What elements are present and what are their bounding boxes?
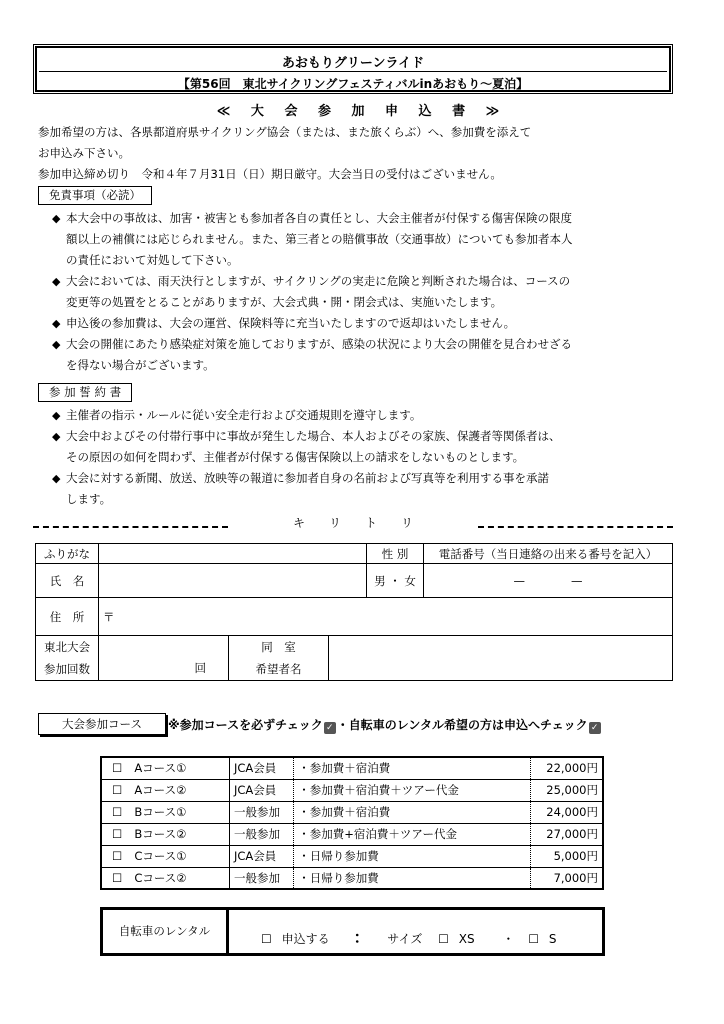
course-price: 24,000円: [531, 801, 603, 823]
course-name: [101, 823, 230, 845]
course-name: [101, 845, 230, 867]
rental-apply-checkbox[interactable]: ☐: [261, 932, 272, 946]
rental-label: 自転車のレンタル: [103, 910, 229, 953]
size-s-label: S: [548, 932, 557, 946]
disclaimer-item: ◆ 本大会中の事故は、加害・被害とも参加者各自の責任とし、大会主催者が付保する傷害保険の限度 額以上の補償には応じられません。また、第三者との賠償事故（交通事故）についても参加者本人 の責任において対処して下さい。: [52, 208, 674, 271]
course-price: 27,000円: [531, 823, 603, 845]
course-name-label: Cコース②: [134, 870, 187, 885]
course-price: 7,000円: [531, 867, 603, 889]
course-description: ・日帰り参加費: [294, 845, 531, 867]
name-field[interactable]: [99, 564, 367, 598]
disclaimer-item: ◆ 申込後の参加費は、大会の運営、保険料等に充当いたしますので返却はいたしません。: [52, 313, 674, 334]
course-name: [101, 779, 230, 801]
size-separator: ・: [502, 932, 515, 946]
header-divider: [39, 71, 667, 72]
phone-label: 電話番号（当日連絡の出来る番号を記入）: [424, 544, 673, 564]
count-unit: 回: [194, 661, 206, 675]
disclaimer-heading: 免責事項（必読）: [38, 186, 152, 205]
check-icon: ✓: [589, 722, 601, 734]
course-row[interactable]: [101, 845, 603, 867]
address-field[interactable]: [99, 598, 673, 636]
course-checkbox[interactable]: ☐: [112, 783, 123, 797]
course-name-label: Bコース②: [134, 827, 187, 841]
course-heading: 大会参加コース: [38, 713, 166, 735]
deadline-line: 参加申込締め切り 令和４年７月31日（日）期日厳守。大会当日の受付はございません。: [38, 167, 502, 181]
rental-colon: ：: [353, 928, 370, 947]
course-price: 25,000円: [531, 779, 603, 801]
course-member-type: JCA会員: [230, 757, 294, 779]
phone-field[interactable]: — —: [424, 564, 673, 598]
course-checkbox[interactable]: ☐: [112, 849, 123, 863]
course-price: 22,000円: [531, 757, 603, 779]
course-member-type: 一般参加: [230, 801, 294, 823]
rental-size-label: サイズ: [387, 932, 423, 946]
course-member-type: 一般参加: [230, 823, 294, 845]
course-row[interactable]: [101, 801, 603, 823]
intro-line: 参加希望の方は、各県都道府県サイクリング協会（または、また旅くらぶ）へ、参加費を添えて: [38, 125, 532, 139]
disclaimer-item: ◆ 大会の開催にあたり感染症対策を施しておりますが、感染の状況により大会の開催を見合わせざる を得ない場合がございます。: [52, 334, 674, 376]
event-title: あおもりグリーンライド: [281, 56, 425, 71]
intro-text: [38, 122, 678, 185]
oath-item: ◆ 大会に対する新聞、放送、放映等の報道に参加者自身の名前および写真等を利用する事を承諾 します。: [52, 468, 674, 510]
oath-list: [52, 405, 674, 510]
gender-options[interactable]: 男 ・ 女: [367, 564, 424, 598]
size-xs-checkbox[interactable]: ☐: [438, 932, 449, 946]
course-name: [101, 757, 230, 779]
cut-line-right: [478, 526, 673, 528]
course-member-type: JCA会員: [230, 779, 294, 801]
course-checkbox[interactable]: ☐: [112, 805, 123, 819]
entry-form: [35, 543, 673, 681]
roommate-label: 同 室 希望者名: [229, 636, 329, 681]
intro-line: お申込み下さい。: [38, 146, 130, 160]
course-row[interactable]: [101, 823, 603, 845]
furigana-field[interactable]: [99, 544, 367, 564]
course-row[interactable]: [101, 867, 603, 889]
postal-mark: 〒: [103, 609, 115, 624]
course-note: ※参加コースを必ずチェック ✓ ・自転車のレンタル希望の方は申込へチェック ✓: [168, 716, 602, 734]
check-icon: ✓: [324, 722, 336, 734]
course-checkbox[interactable]: ☐: [112, 761, 123, 776]
course-member-type: 一般参加: [230, 867, 294, 889]
oath-heading: 参 加 誓 約 書: [38, 383, 132, 402]
event-subtitle: 【第56回 東北サイクリングフェスティバルinあおもり～夏泊】: [177, 77, 529, 91]
course-name-label: Cコース①: [134, 849, 187, 863]
course-row[interactable]: [101, 757, 603, 779]
course-row[interactable]: [101, 779, 603, 801]
course-name-label: Bコース①: [134, 805, 187, 819]
course-description: ・参加費＋宿泊費: [294, 757, 531, 779]
size-s-checkbox[interactable]: ☐: [528, 932, 540, 946]
count-field[interactable]: [99, 636, 229, 681]
gender-label: 性 別: [367, 544, 424, 564]
course-table: [100, 756, 604, 890]
rental-apply-label: 申込する: [281, 932, 330, 946]
course-checkbox[interactable]: ☐: [112, 870, 123, 885]
course-name-label: Aコース①: [134, 761, 187, 776]
name-label: 氏 名: [36, 564, 99, 598]
form-title: ≪ 大 会 参 加 申 込 書 ≫: [216, 104, 508, 119]
size-xs-label: XS: [458, 932, 475, 946]
course-description: ・参加費＋宿泊費: [294, 801, 531, 823]
course-member-type: JCA会員: [230, 845, 294, 867]
course-description: ・参加費+宿泊費＋ツアー代金: [294, 823, 531, 845]
course-name: [101, 867, 230, 889]
rental-options: [261, 925, 562, 948]
course-name: [101, 801, 230, 823]
course-description: ・日帰り参加費: [294, 867, 531, 889]
cut-text: キリトリ: [292, 516, 437, 530]
course-name-label: Aコース②: [134, 783, 187, 797]
disclaimer-item: ◆ 大会においては、雨天決行としますが、サイクリングの実走に危険と判断された場合は、コースの 変更等の処置をとることがありますが、大会式典・開・閉会式は、実施いたします。: [52, 271, 674, 313]
tohoku-count-label: 東北大会 参加回数: [36, 636, 99, 681]
disclaimer-list: [52, 208, 674, 376]
header-box: [33, 44, 673, 94]
rental-box: [100, 907, 605, 956]
roommate-field[interactable]: [329, 636, 673, 681]
course-checkbox[interactable]: ☐: [112, 827, 123, 841]
oath-item: ◆ 大会中およびその付帯行事中に事故が発生した場合、本人およびその家族、保護者等関係者は、 その原因の如何を問わず、主催者が付保する傷害保険以上の請求をしないものとします。: [52, 426, 674, 468]
furigana-label: ふりがな: [36, 544, 99, 564]
course-description: ・参加費＋宿泊費＋ツアー代金: [294, 779, 531, 801]
cut-line: [33, 514, 673, 534]
oath-item: ◆ 主催者の指示・ルールに従い安全走行および交通規則を遵守します。: [52, 405, 674, 426]
address-label: 住 所: [36, 598, 99, 636]
course-price: 5,000円: [531, 845, 603, 867]
